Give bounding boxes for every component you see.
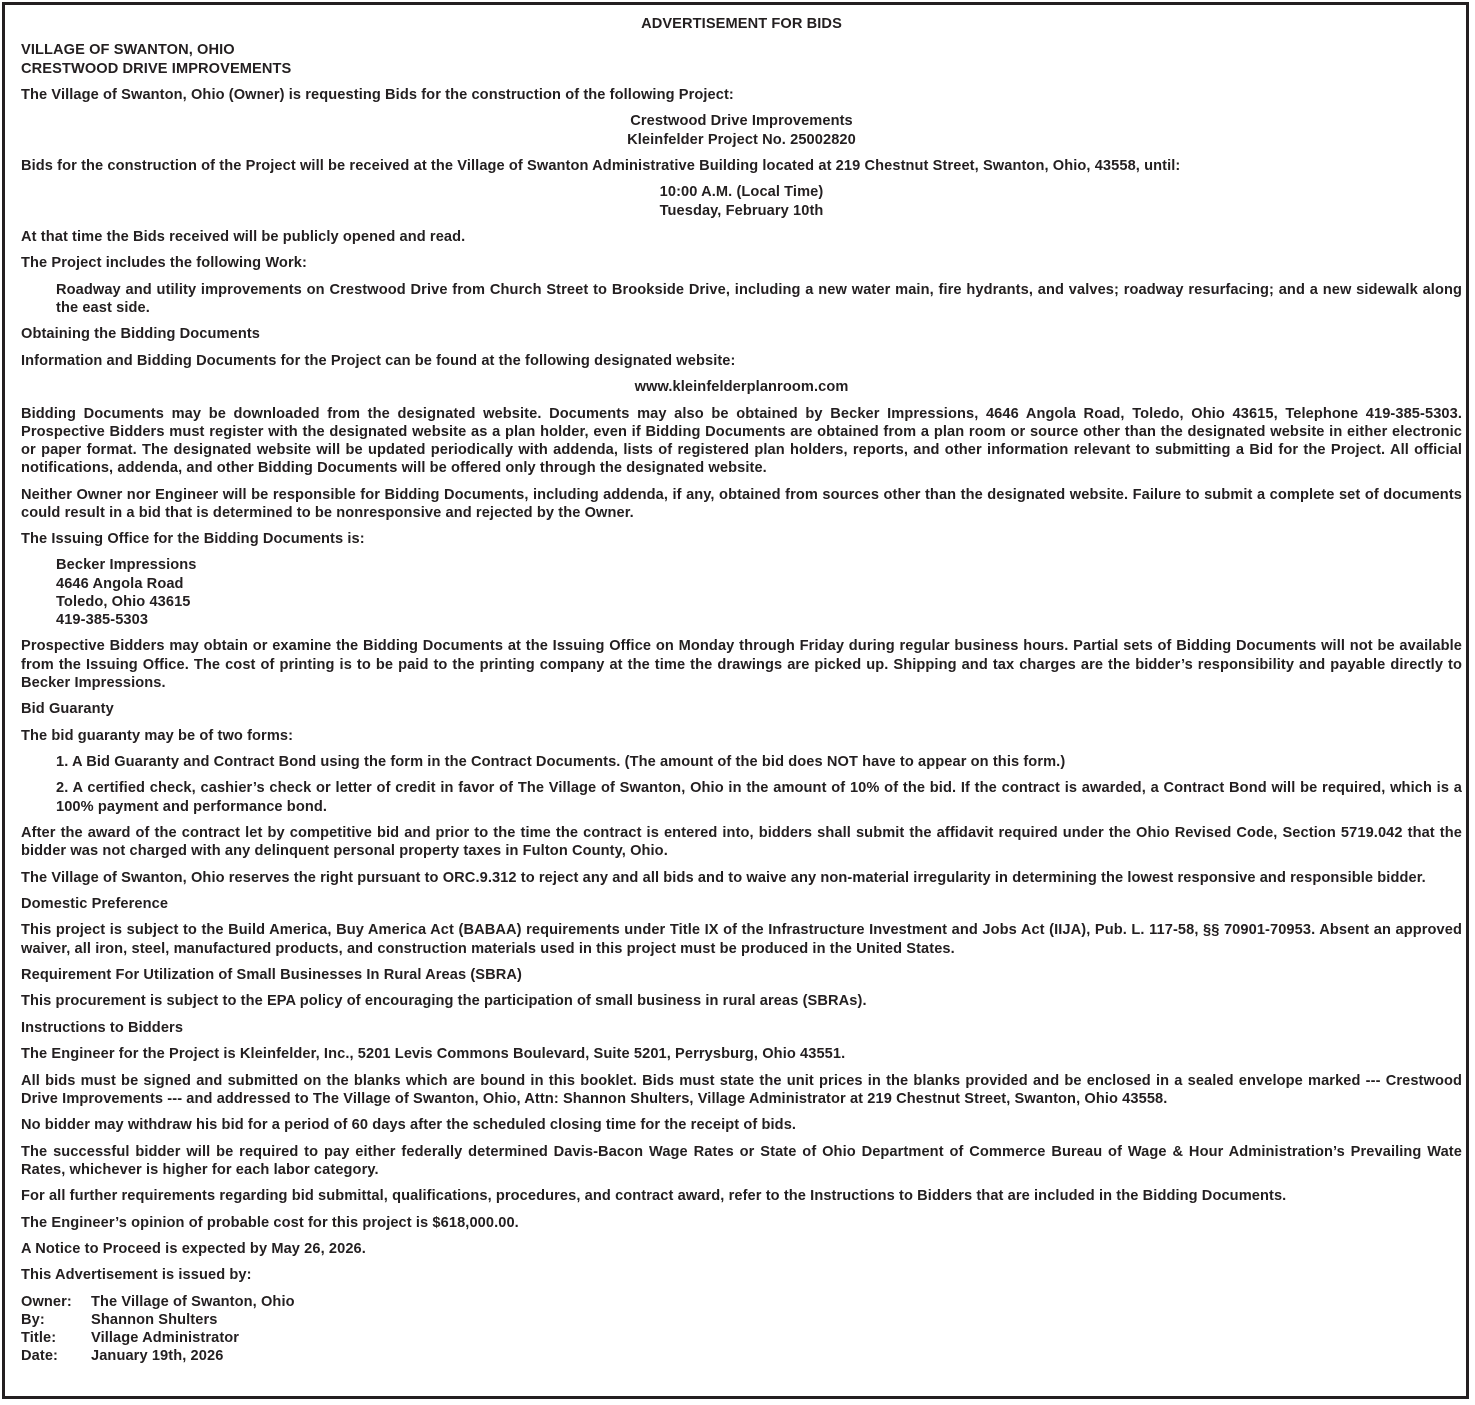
domestic-heading: Domestic Preference [21, 896, 169, 913]
advertisement-frame [2, 2, 1469, 1399]
issuing-intro: The Issuing Office for the Bidding Documents is: [21, 531, 365, 548]
work-description: Roadway and utility improvements on Crestwood Drive from Church Street to Brookside Drive, including a new water main, fire hydrants, and valves; roadway resurfacing; and a new sidewalk along the east side. [56, 281, 1462, 316]
website-link[interactable]: www.kleinfelderplanroom.com [634, 379, 849, 396]
issuing-office-name: Becker Impressions [56, 557, 197, 574]
signature-value: Village Administrator [91, 1330, 240, 1347]
intro-paragraph: The Village of Swanton, Ohio (Owner) is requesting Bids for the construction of the following Project: [21, 86, 734, 103]
signature-value: January 19th, 2026 [91, 1348, 224, 1365]
signature-label: Owner: [21, 1293, 72, 1310]
download-paragraph: Bidding Documents may be downloaded from the designated website. Documents may also be obtained by Becker Impressions, 4646 Angola Road, Toledo, Ohio 43615, Telephone 419-385-5303. Prospective Bidders must register with the designated website as a plan holder, even if Bidding Documents are obtained from a plan room or source other than the designated website in either electronic or paper format. The designated website will be updated periodically with addenda, lists of registered plan holders, reports, and other information relevant to submitting a Bid for the Project. All official notifications, addenda, and other Bidding Documents will be offered only through the designated website. [21, 405, 1462, 477]
issuing-office-phone: 419-385-5303 [56, 612, 149, 629]
project-name: Crestwood Drive Improvements [630, 113, 853, 130]
deadline-block [21, 183, 1462, 219]
deadline-time: 10:00 A.M. (Local Time) [659, 184, 824, 201]
bid-receipt-paragraph: Bids for the construction of the Project will be received at the Village of Swanton Administrative Building located at 219 Chestnut Street, Swanton, Ohio, 43558, until: [21, 157, 1181, 174]
affidavit-paragraph: After the award of the contract let by competitive bid and prior to the time the contract is entered into, bidders shall submit the affidavit required under the Ohio Revised Code, Section 5719.042 that the bidder was not charged with any delinquent personal property taxes in Fulton County, Ohio. [21, 825, 1462, 860]
obtaining-heading: Obtaining the Bidding Documents [21, 326, 261, 343]
signature-row-by [21, 1311, 1462, 1329]
ad-heading-block [21, 41, 1462, 77]
notice-paragraph: A Notice to Proceed is expected by May 26, 2026. [21, 1240, 366, 1257]
examine-paragraph: Prospective Bidders may obtain or examine the Bidding Documents at the Issuing Office on Monday through Friday during regular business hours. Partial sets of Bidding Documents will not be available from the Issuing Office. The cost of printing is to be paid to the printing company at the time the drawings are picked up. Shipping and tax charges are the bidder’s responsibility and payable directly to Becker Impressions. [21, 638, 1462, 691]
guaranty-intro: The bid guaranty may be of two forms: [21, 727, 294, 744]
opening-paragraph: At that time the Bids received will be publicly opened and read. [21, 228, 466, 245]
owner-heading: VILLAGE OF SWANTON, OHIO [21, 42, 235, 59]
signature-value: Shannon Shulters [91, 1311, 218, 1328]
engineer-paragraph: The Engineer for the Project is Kleinfelder, Inc., 5201 Levis Commons Boulevard, Suite 5201, Perrysburg, Ohio 43551. [21, 1046, 846, 1063]
guaranty-form-2: 2. A certified check, cashier’s check or letter of credit in favor of The Village of Swanton, Ohio in the amount of 10% of the bid. If the contract is awarded, a Contract Bond will be required, which is a 100% payment and performance bond. [56, 780, 1462, 815]
work-intro: The Project includes the following Work: [21, 255, 307, 272]
signature-row-date [21, 1347, 1462, 1365]
further-requirements-paragraph: For all further requirements regarding bid submittal, qualifications, procedures, and contract award, refer to the Instructions to Bidders that are included in the Bidding Documents. [21, 1188, 1287, 1205]
signature-row-title [21, 1329, 1462, 1347]
instructions-heading: Instructions to Bidders [21, 1019, 184, 1036]
wages-paragraph: The successful bidder will be required to pay either federally determined Davis-Bacon Wage Rates or State of Ohio Department of Commerce Bureau of Wage & Hour Administration’s Prevailing Wate Rates, whichever is higher for each labor category. [21, 1143, 1462, 1178]
project-number: Kleinfelder Project No. 25002820 [627, 131, 856, 148]
project-block [21, 112, 1462, 148]
issued-by-line: This Advertisement is issued by: [21, 1267, 252, 1284]
advertisement-body [21, 15, 1462, 1374]
signature-label: Title: [21, 1330, 57, 1347]
reserve-paragraph: The Village of Swanton, Ohio reserves the right pursuant to ORC.9.312 to reject any and all bids and to waive any non-material irregularity in determining the lowest responsive and responsible bidder. [21, 869, 1426, 886]
signature-value: The Village of Swanton, Ohio [91, 1293, 295, 1310]
ad-title: ADVERTISEMENT FOR BIDS [641, 16, 842, 32]
cost-paragraph: The Engineer’s opinion of probable cost for this project is $618,000.00. [21, 1214, 519, 1231]
signature-label: Date: [21, 1348, 58, 1365]
sealed-bids-paragraph: All bids must be signed and submitted on the blanks which are bound in this booklet. Bids must state the unit prices in the blanks provided and be enclosed in a sealed envelope marked --- Crestwood Drive Improvements --- and addressed to The Village of Swanton, Ohio, Attn: Shannon Shulters, Village Administrator at 219 Chestnut Street, Swanton, Ohio 43558. [21, 1072, 1462, 1107]
issuing-office-address [21, 556, 1462, 629]
issuing-office-street: 4646 Angola Road [56, 575, 184, 592]
signature-row-owner [21, 1293, 1462, 1311]
signature-label: By: [21, 1311, 45, 1328]
obtaining-info: Information and Bidding Documents for the Project can be found at the following designated website: [21, 352, 736, 369]
withdraw-paragraph: No bidder may withdraw his bid for a period of 60 days after the scheduled closing time for the receipt of bids. [21, 1117, 797, 1134]
domestic-paragraph: This project is subject to the Build America, Buy America Act (BABAA) requirements under Title IX of the Infrastructure Investment and Jobs Act (IIJA), Pub. L. 117-58, §§ 70901-70953. Absent an approved waiver, all iron, steel, manufactured products, and construction materials used in this project must be produced in the United States. [21, 922, 1462, 957]
responsibility-paragraph: Neither Owner nor Engineer will be responsible for Bidding Documents, including addenda, if any, obtained from sources other than the designated website. Failure to submit a complete set of documents could result in a bid that is determined to be nonresponsive and rejected by the Owner. [21, 486, 1462, 521]
deadline-date: Tuesday, February 10th [659, 202, 824, 219]
signature-block [21, 1293, 1462, 1366]
sbra-heading: Requirement For Utilization of Small Businesses In Rural Areas (SBRA) [21, 967, 523, 984]
sbra-paragraph: This procurement is subject to the EPA policy of encouraging the participation of small business in rural areas (SBRAs). [21, 993, 867, 1010]
issuing-office-city: Toledo, Ohio 43615 [56, 593, 191, 610]
guaranty-heading: Bid Guaranty [21, 701, 114, 718]
project-heading: CRESTWOOD DRIVE IMPROVEMENTS [21, 60, 292, 77]
guaranty-form-1: 1. A Bid Guaranty and Contract Bond using the form in the Contract Documents. (The amount of the bid does NOT have to appear on this form.) [56, 754, 1066, 771]
